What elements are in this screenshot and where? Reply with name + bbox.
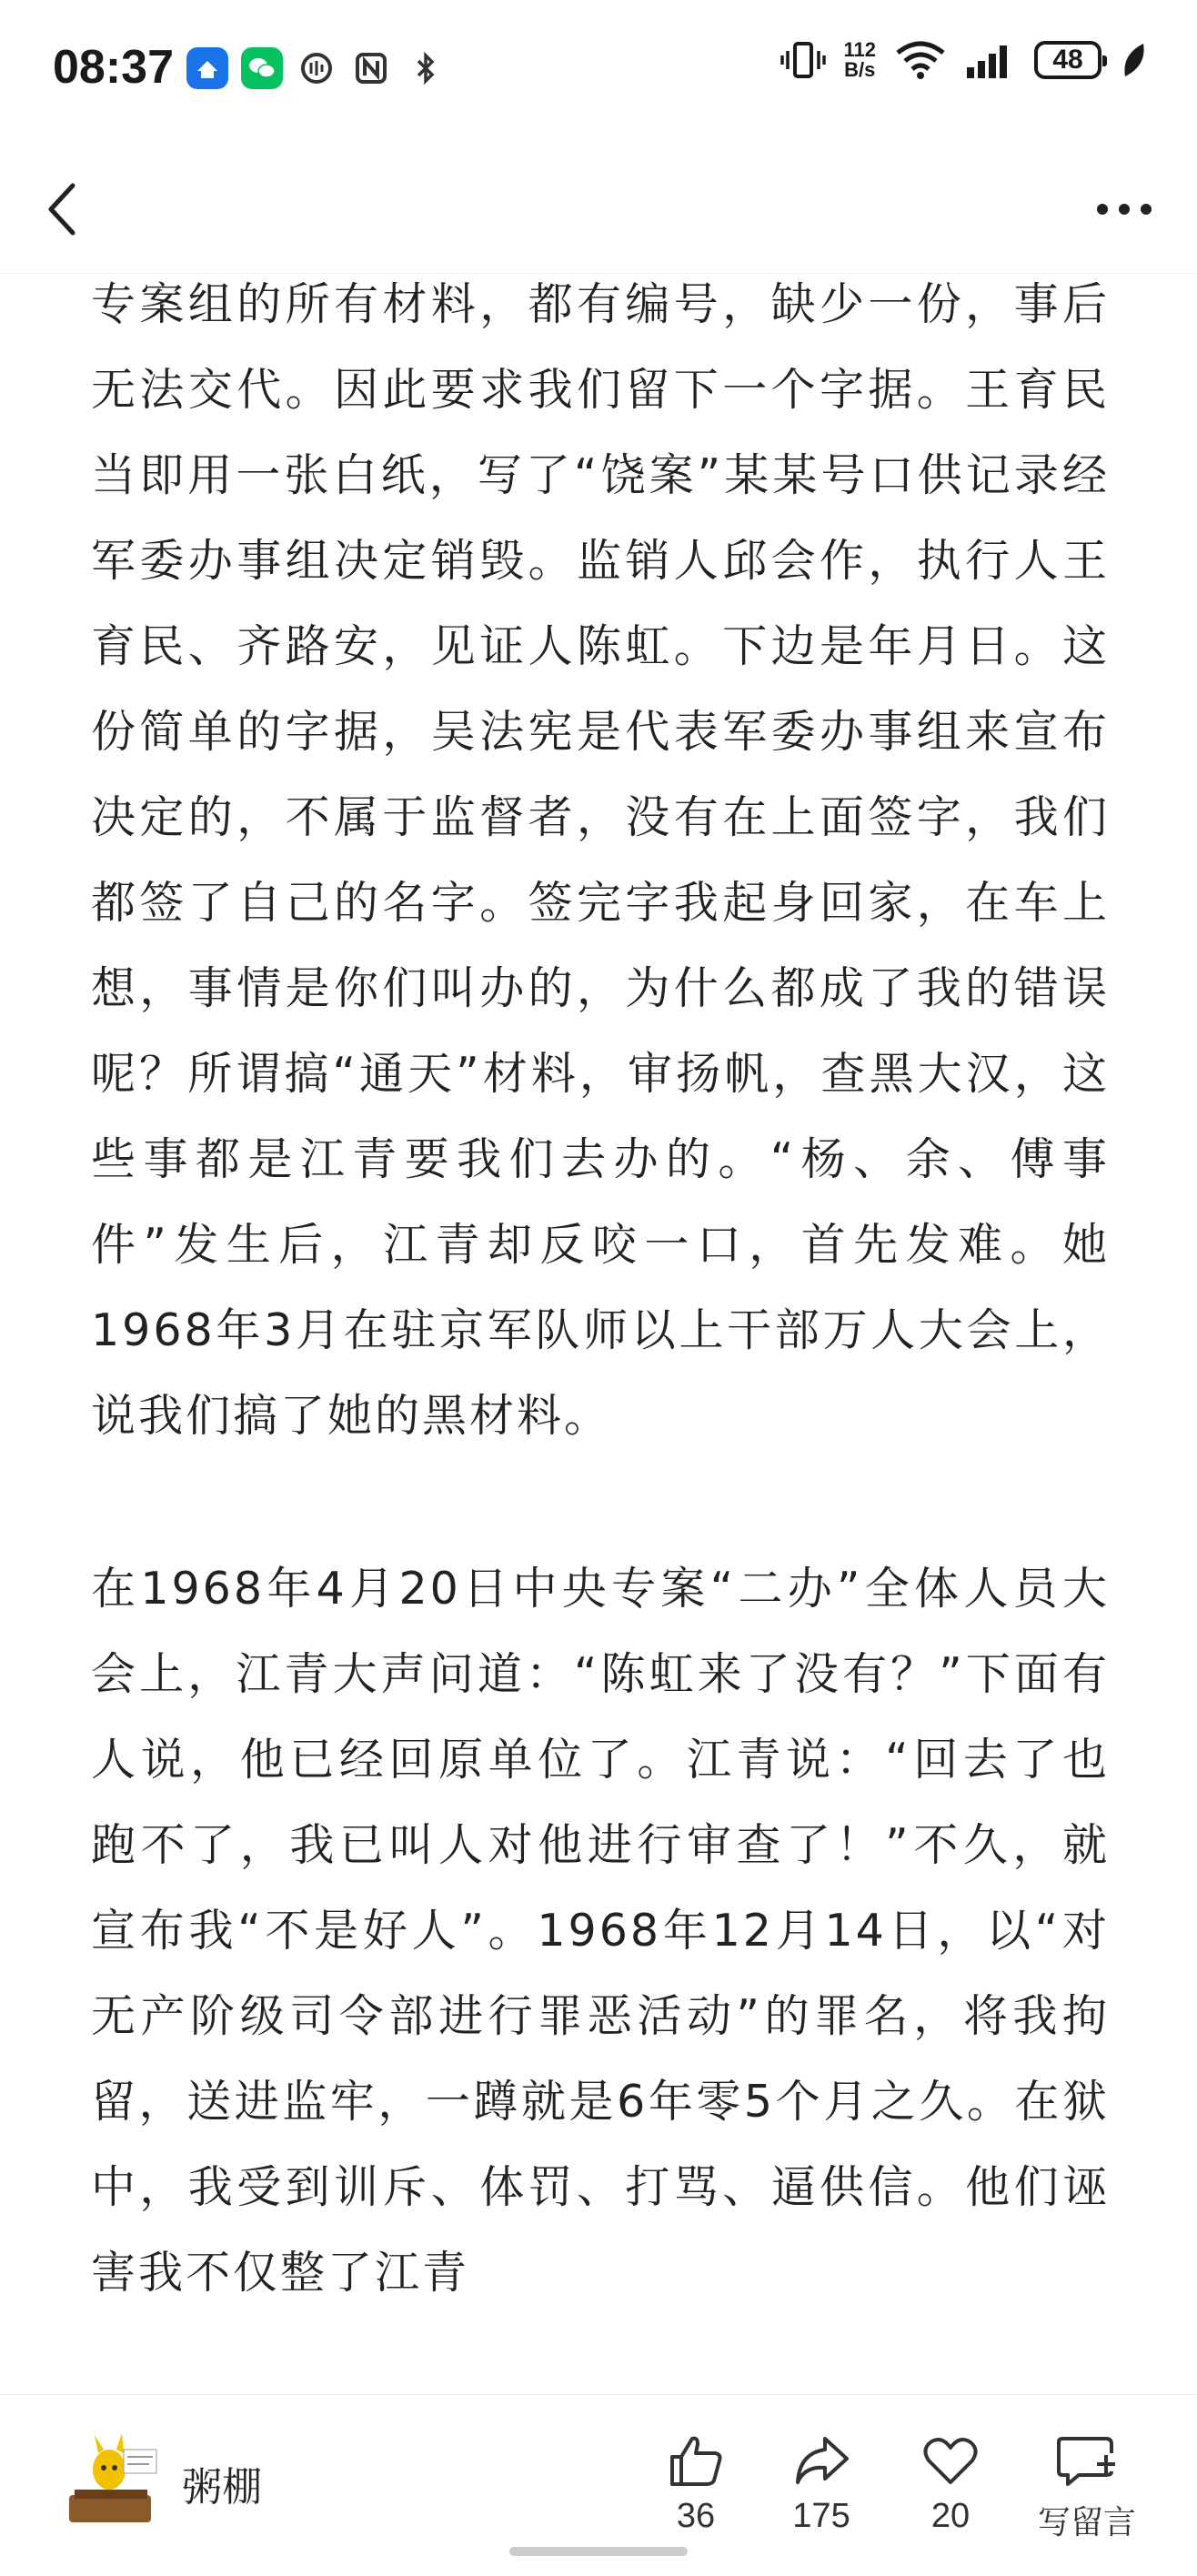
net-speed [844,40,877,80]
favorite-count: 20 [930,2497,971,2535]
nfc-icon [350,47,392,89]
status-time: 08:37 [53,41,174,94]
article-paragraph: 专案组的所有材料，都有编号，缺少一份，事后无法交代。因此要求我们留下一个字据。王育民当即用一张白纸，写了“饶案”某某号口供记录经军委办事组决定销毁。监销人邱会作，执行人王育民、齐路安，见证人陈虹。下边是年月日。这份简单的字据，吴法宪是代表军委办事组来宣布决定的，不属于监督者，没有在上面签字，我们都签了自己的名字。签完字我起身回家，在车上想，事情是你们叫办的，为什么都成了我的错误呢？所谓搞“通天”材料，审扬帆，查黑大汉，这些事都是江青要我们去办的。“杨、余、傅事件”发生后，江青却反咬一口，首先发难。她1968年3月在驻京军队师以上干部万人大会上，说我们搞了她的黑材料。 [91,278,1110,1442]
status-right-icons [780,40,1148,80]
signal-icon [965,40,1016,80]
vibrate-icon [780,40,826,80]
author-name[interactable]: 粥棚 [182,2464,262,2511]
heart-icon [921,2431,980,2490]
write-comment-button[interactable] [1028,2431,1146,2537]
like-button[interactable] [646,2431,746,2536]
ai-app-icon [186,47,228,89]
notification-icons [186,47,447,89]
wechat-icon [241,47,283,89]
share-button[interactable] [771,2431,871,2536]
app-icon [296,47,337,89]
comment-add-icon [1055,2431,1119,2490]
avatar[interactable] [64,2431,164,2531]
share-arrow-icon [792,2431,850,2490]
favorite-button[interactable] [900,2431,1001,2536]
more-button[interactable] [1088,182,1161,236]
back-arrow-icon [36,173,91,246]
battery-indicator: 48 [1034,41,1101,79]
thumbs-up-icon [667,2431,725,2490]
more-dots-icon [1088,182,1161,236]
net-speed-value: 112 [843,38,876,61]
wifi-icon [894,40,947,80]
back-button[interactable] [36,173,91,246]
leaf-icon [1120,40,1147,80]
top-nav-bar [0,146,1197,274]
share-count: 175 [792,2497,850,2535]
article-body [91,273,1110,2316]
status-bar [0,0,1197,146]
write-comment-label: 写留言 [1037,2503,1136,2537]
net-speed-unit: B/s [844,58,876,81]
article-paragraph: 在1968年4月20日中央专案“二办”全体人员大会上，江青大声问道：“陈虹来了没有？”下面有人说，他已经回原单位了。江青说：“回去了也跑不了，我已叫人对他进行审查了！”不久，就宣布我“不是好人”。1968年12月14日，以“对无产阶级司令部进行罪恶活动”的罪名，将我拘留，送进监牢，一蹲就是6年零5个月之久。在狱中，我受到训斥、体罚、打骂、逼供信。他们诬害我不仅整了江青 [91,1563,1110,2299]
home-indicator[interactable] [509,2547,688,2556]
like-count: 36 [676,2497,716,2535]
bluetooth-icon [405,47,447,89]
